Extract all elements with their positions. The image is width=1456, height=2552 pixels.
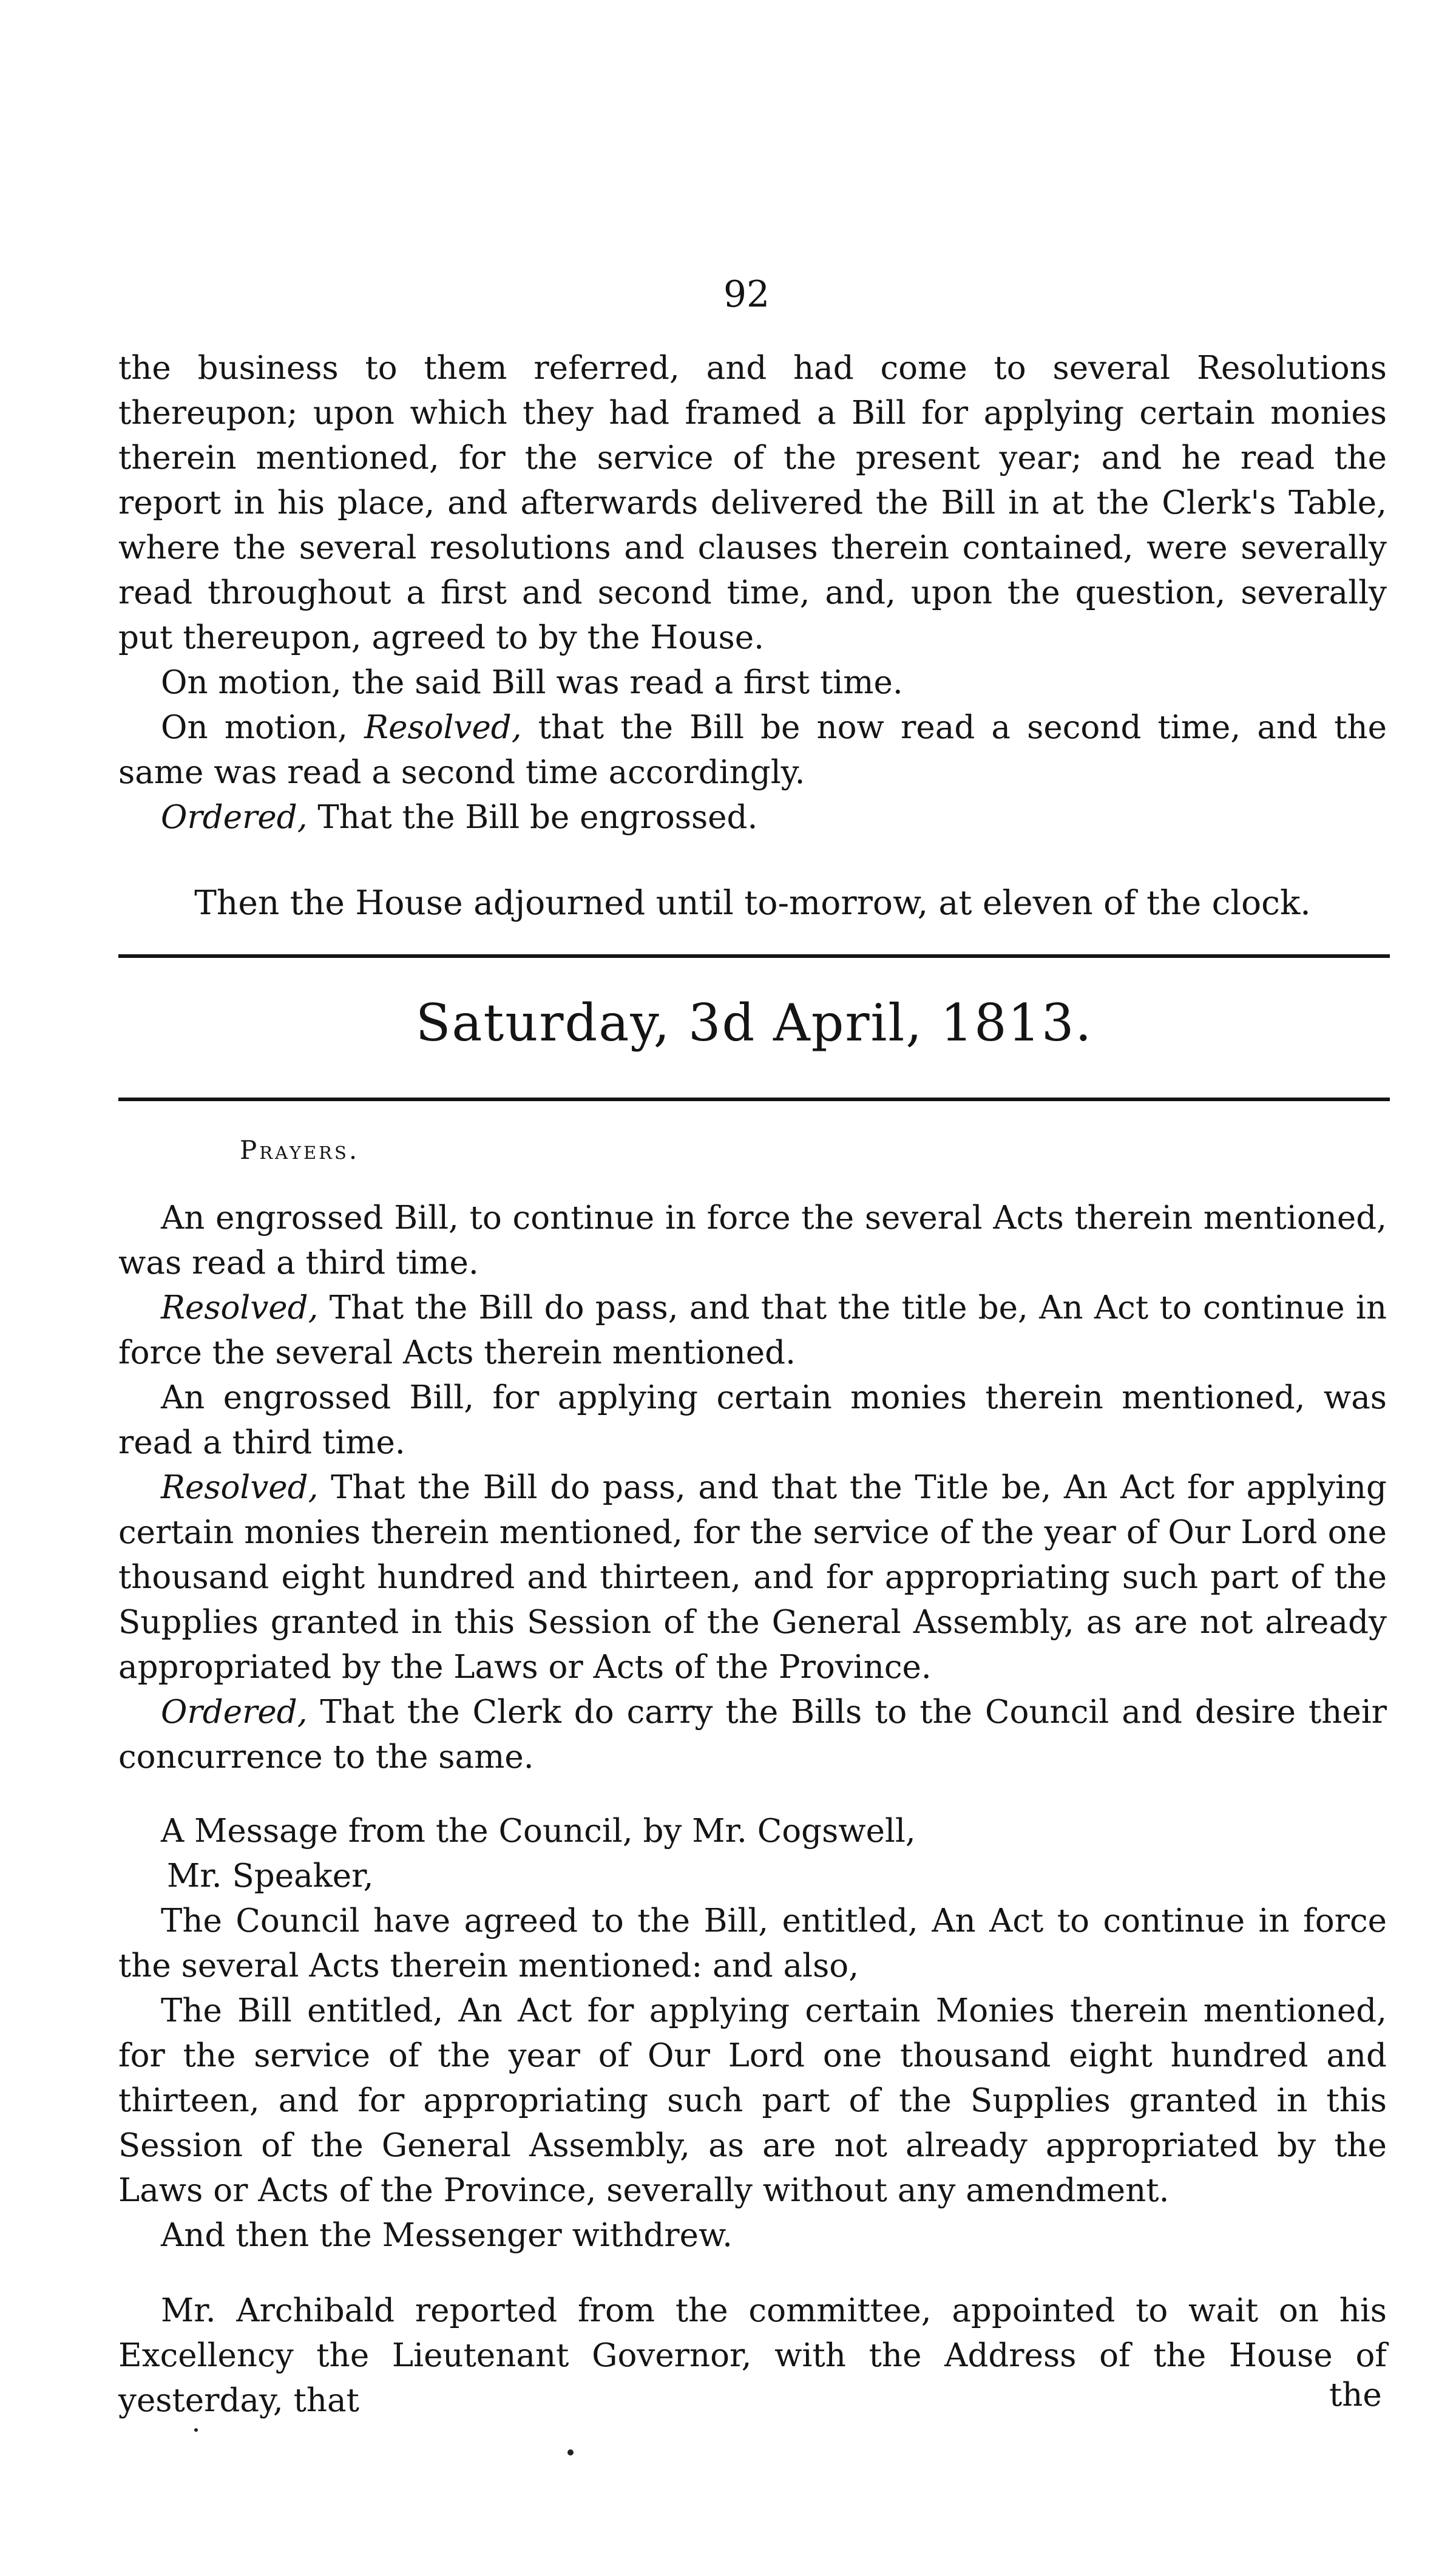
ink-speck: [567, 2449, 574, 2455]
divider-rule-top: [118, 954, 1390, 958]
message-heading: A Message from the Council, by Mr. Cogswell,: [161, 1813, 916, 1850]
first-reading-paragraph: On motion, the said Bill was read a first time.: [161, 664, 903, 701]
messenger-withdrew-line: And then the Messenger withdrew.: [161, 2217, 733, 2254]
prayers-label: Prayers.: [240, 1135, 360, 1165]
speaker-salutation: Mr. Speaker,: [167, 1858, 374, 1895]
ordered-label: Ordered,: [161, 1694, 308, 1731]
committee-report-paragraph: the business to them referred, and had come to several Resolutions thereupon; upon which they had framed a Bill for applying certain monies therein mentioned, for the service of the present year; and he read the report in his place, and afterwards delivered the Bill in at the Clerk's Table, where the several resolutions and clauses therein contained, were severally read throughout a first and second time, and, upon the question, severally put thereupon, agreed to by the House.: [118, 350, 1387, 656]
ordered-label: Ordered,: [161, 799, 308, 836]
ordered-paragraph: Ordered, That the Clerk do carry the Bills to the Council and desire their concurrence to the same.: [118, 1694, 1387, 1776]
resolved-paragraph-1: Resolved, That the Bill do pass, and that the title be, An Act to continue in force the several Acts therein mentioned.: [118, 1289, 1387, 1371]
adjournment-line: Then the House adjourned until to-morrow, at eleven of the clock.: [194, 883, 1311, 922]
third-reading-paragraph-2: An engrossed Bill, for applying certain monies therein mentioned, was read a third time.: [118, 1379, 1387, 1461]
catchword: the: [1329, 2377, 1382, 2414]
committee-report-section: [118, 2289, 1387, 2423]
resolved-label: Resolved,: [161, 1289, 319, 1326]
bill-readings-section: [118, 1196, 1387, 1780]
council-agreed-paragraph: The Council have agreed to the Bill, entitled, An Act to continue in force the several Acts therein mentioned: and also,: [118, 1902, 1387, 1984]
archibald-report-paragraph: Mr. Archibald reported from the committee, appointed to wait on his Excellency the Lieutenant Governor, with the Address of the House of yesterday, that: [118, 2292, 1387, 2419]
divider-rule-bottom: [118, 1098, 1390, 1101]
engrossed-order-paragraph: Ordered, That the Bill be engrossed.: [161, 799, 758, 836]
continued-proceedings: [118, 346, 1387, 840]
resolved-label: Resolved,: [161, 1469, 319, 1506]
third-reading-paragraph-1: An engrossed Bill, to continue in force the several Acts therein mentioned, was read a third time.: [118, 1200, 1387, 1281]
second-bill-paragraph: The Bill entitled, An Act for applying certain Monies therein mentioned, for the service of the year of Our Lord one thousand eight hundred and thirteen, and for appropriating such part of the Supplies granted in this Session of the General Assembly, as are not already appropriated by the Laws or Acts of the Province, severally without any amendment.: [118, 1992, 1387, 2209]
ink-speck: [194, 2428, 198, 2432]
second-reading-paragraph: On motion, Resolved, that the Bill be now read a second time, and the same was read a second time accordingly.: [118, 709, 1387, 791]
council-message-section: [118, 1809, 1387, 2258]
date-heading: Saturday, 3d April, 1813.: [415, 993, 1093, 1053]
resolved-label: Resolved,: [364, 709, 522, 746]
page-number: 92: [723, 273, 770, 316]
resolved-paragraph-2: Resolved, That the Bill do pass, and that the Title be, An Act for applying certain monies therein mentioned, for the service of the year of Our Lord one thousand eight hundred and thirteen, and for appropriating such part of the Supplies granted in this Session of the General Assembly, as are not already appropriated by the Laws or Acts of the Province.: [118, 1469, 1387, 1686]
